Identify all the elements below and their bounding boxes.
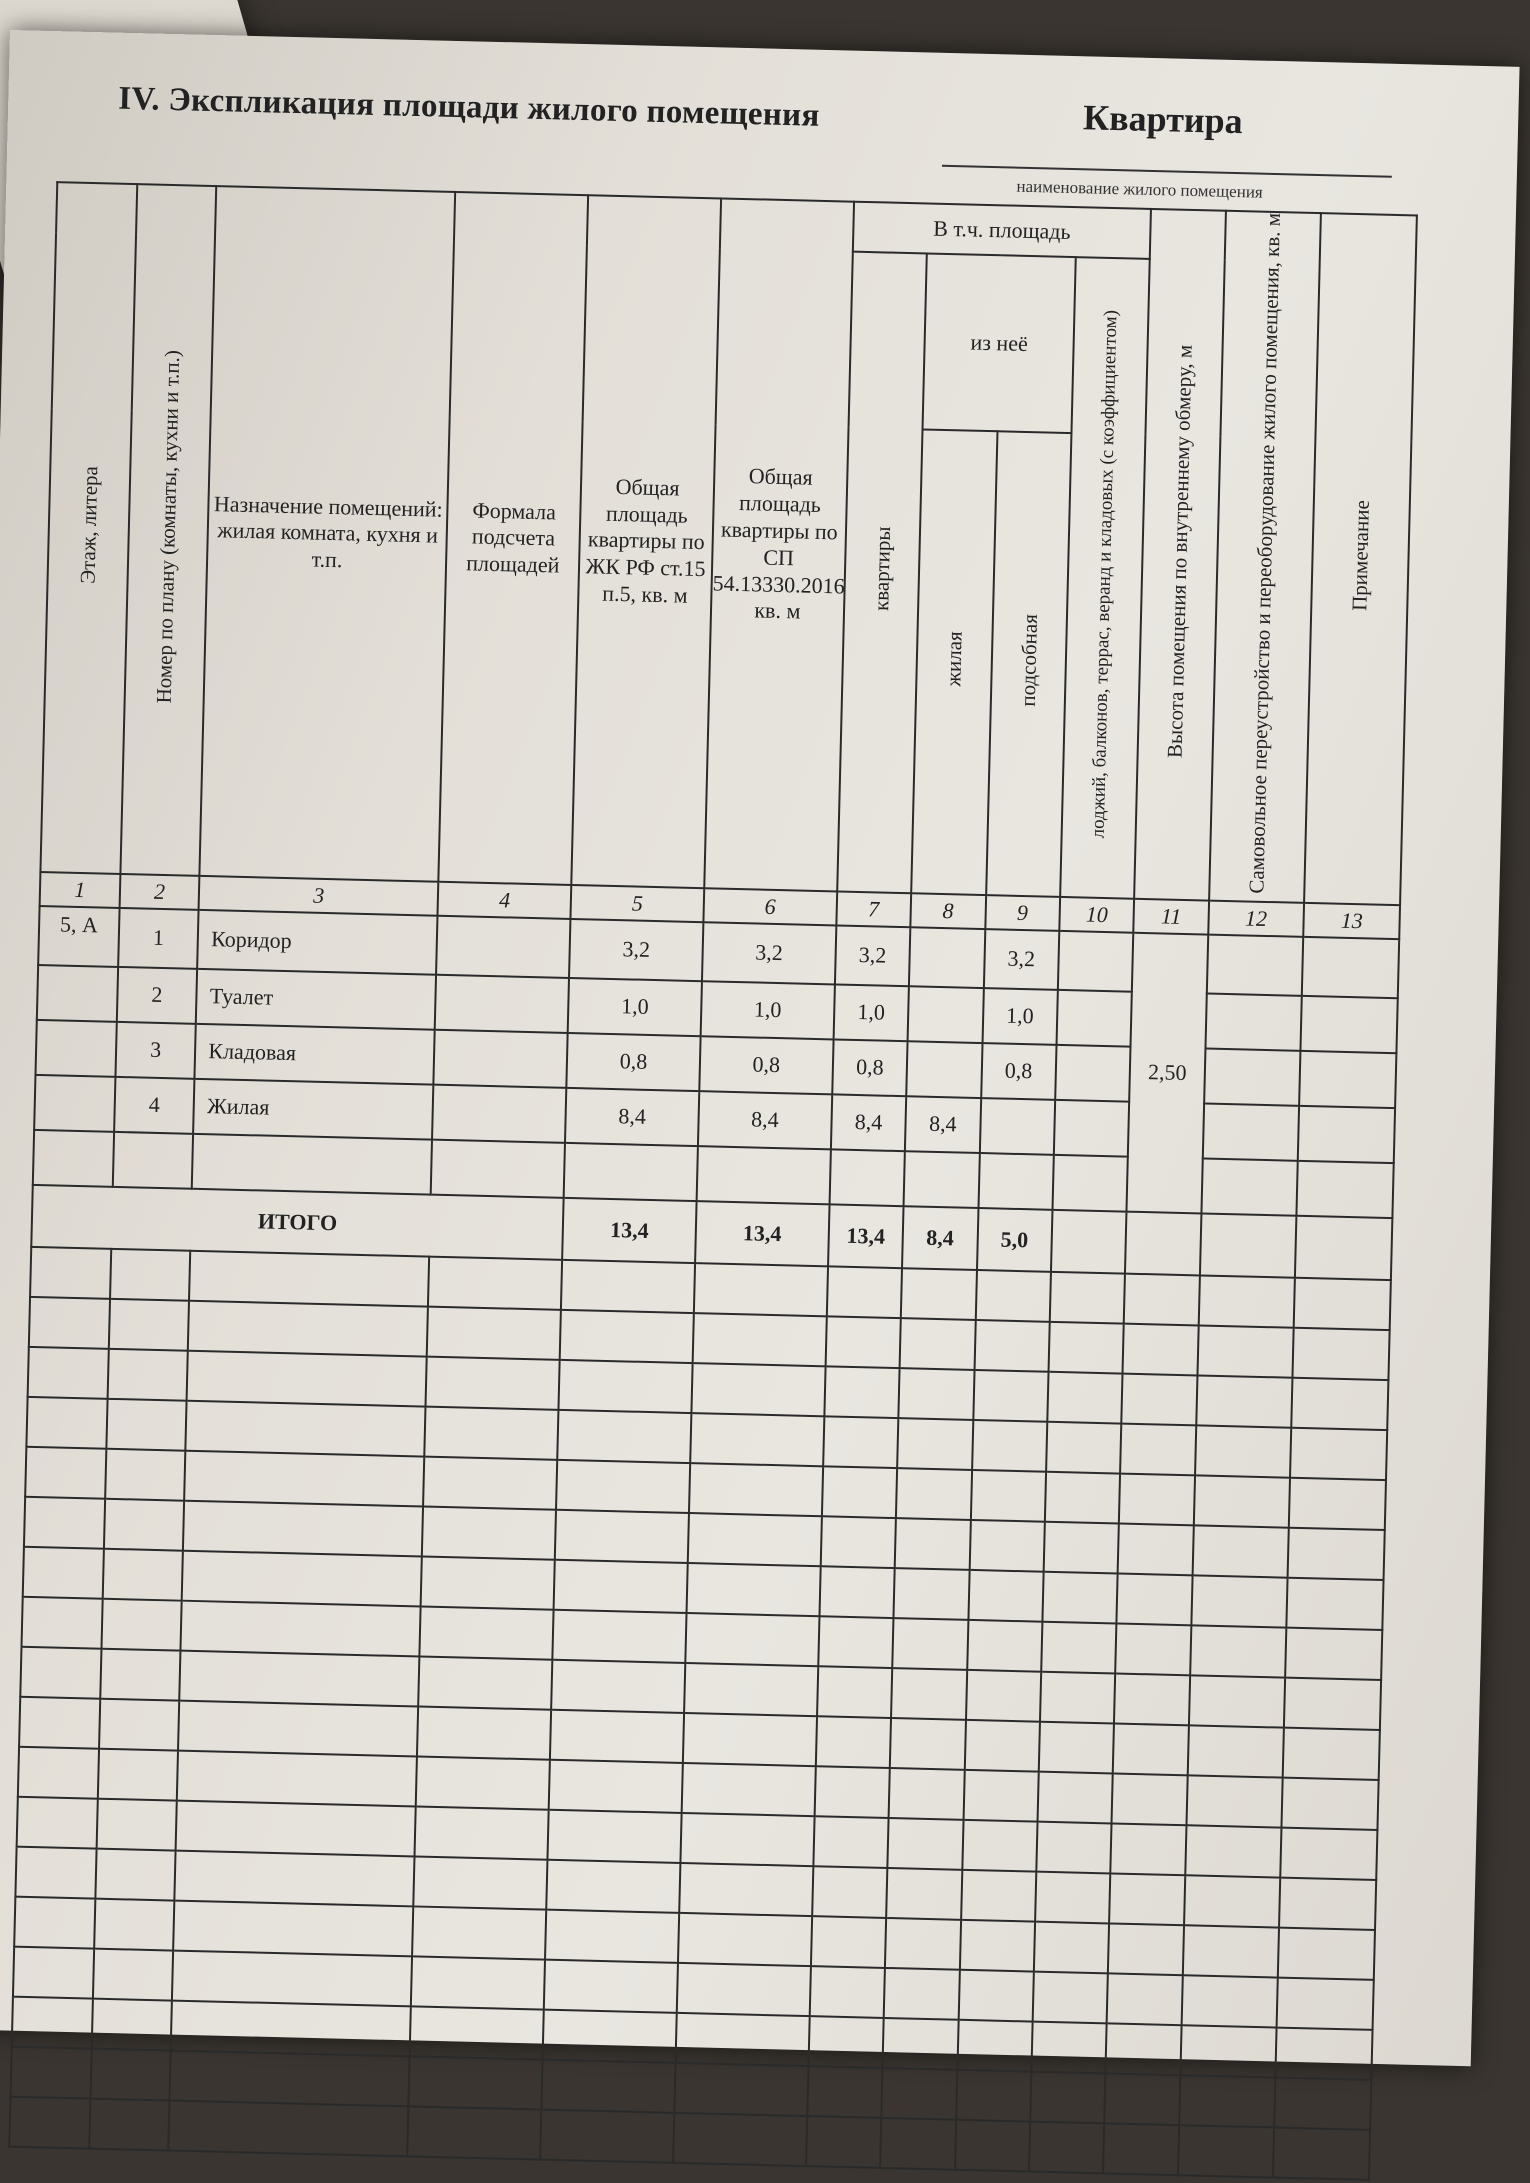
area-sp-cell: 8,4 xyxy=(698,1091,832,1149)
formula-cell xyxy=(434,1029,568,1087)
area-zk-cell: 0,8 xyxy=(567,1033,701,1091)
column-number: 9 xyxy=(985,895,1060,931)
total-area-zk: 13,4 xyxy=(562,1198,696,1263)
room-name-cell: Коридор xyxy=(197,910,437,975)
header-incl-area: В т.ч. площадь xyxy=(853,202,1152,259)
apartment-area-cell: 3,2 xyxy=(835,925,911,986)
note-cell xyxy=(1301,995,1398,1052)
apartment-area-cell: 1,0 xyxy=(833,984,909,1041)
header-height: Высота помещения по внутреннему обмеру, м xyxy=(1134,209,1225,900)
header-auxiliary: подсобная xyxy=(986,432,1072,897)
self-rebuild-cell xyxy=(1206,934,1303,995)
total-apartment-area: 13,4 xyxy=(828,1204,904,1268)
loggia-cell xyxy=(1058,931,1134,992)
dwelling-caption: наименование жилого помещения xyxy=(1016,176,1263,202)
plan-number-cell: 1 xyxy=(118,908,199,969)
header-floor: Этаж, литера xyxy=(40,182,136,873)
note-cell xyxy=(1298,1105,1395,1162)
floor-cell xyxy=(34,1075,115,1132)
header-plan-number: Номер по плану (комнаты, кухни и т.п.) xyxy=(120,184,216,875)
apartment-area-cell: 0,8 xyxy=(832,1039,908,1096)
column-number: 11 xyxy=(1134,898,1209,934)
area-sp-cell: 0,8 xyxy=(699,1036,833,1094)
plan-number-cell: 2 xyxy=(116,967,197,1024)
explication-table xyxy=(8,181,1418,2180)
header-apartment: квартиры xyxy=(837,252,927,893)
column-number: 1 xyxy=(40,872,120,908)
header-loggias: лоджий, балконов, террас, веранд и кладовых (с коэффициентом) xyxy=(1060,257,1150,898)
column-number: 6 xyxy=(703,888,837,925)
document-title: IV. Экспликация площади жилого помещения xyxy=(117,80,821,134)
column-number: 2 xyxy=(119,874,199,910)
living-area-cell: 8,4 xyxy=(905,1096,981,1153)
room-name-cell: Кладовая xyxy=(195,1023,435,1084)
self-rebuild-cell xyxy=(1202,1103,1299,1160)
auxiliary-area-cell xyxy=(979,1098,1055,1155)
formula-cell xyxy=(435,974,569,1032)
formula-cell xyxy=(436,915,570,977)
floor-cell: 5, А xyxy=(38,906,119,967)
formula-cell xyxy=(432,1084,566,1142)
column-number: 12 xyxy=(1208,900,1304,936)
header-living: жилая xyxy=(911,430,997,895)
column-number: 3 xyxy=(199,876,439,916)
document-sheet xyxy=(0,30,1520,2066)
header-area-zk: Общая площадь квартиры по ЖК РФ ст.15 п.5, кв. м xyxy=(571,195,721,888)
area-sp-cell: 3,2 xyxy=(702,922,836,984)
total-living-area: 8,4 xyxy=(902,1206,978,1270)
header-of-which: из неё xyxy=(923,253,1076,433)
self-rebuild-cell xyxy=(1204,1048,1301,1105)
total-auxiliary-area: 5,0 xyxy=(977,1208,1053,1272)
total-label: ИТОГО xyxy=(31,1185,564,1260)
living-area-cell xyxy=(906,1041,982,1098)
apartment-area-cell: 8,4 xyxy=(831,1094,907,1151)
note-cell xyxy=(1302,937,1399,998)
column-number: 7 xyxy=(836,891,911,927)
auxiliary-area-cell: 1,0 xyxy=(982,988,1058,1045)
column-number: 4 xyxy=(438,881,572,918)
header-formula: Формала подсчета площадей xyxy=(439,192,589,885)
area-zk-cell: 3,2 xyxy=(569,919,703,981)
self-rebuild-cell xyxy=(1205,993,1302,1050)
area-zk-cell: 8,4 xyxy=(565,1088,699,1146)
auxiliary-area-cell: 3,2 xyxy=(983,929,1059,990)
height-cell: 2,50 xyxy=(1127,932,1208,1213)
room-name-cell: Туалет xyxy=(196,969,436,1030)
area-zk-cell: 1,0 xyxy=(568,978,702,1036)
column-number: 10 xyxy=(1059,897,1134,933)
column-number: 8 xyxy=(910,893,985,929)
column-number: 13 xyxy=(1303,903,1400,939)
room-name-cell: Жилая xyxy=(193,1078,433,1139)
header-note: Примечание xyxy=(1304,213,1417,905)
living-area-cell xyxy=(908,986,984,1043)
living-area-cell xyxy=(909,927,985,988)
dwelling-name: Квартира xyxy=(1082,97,1244,142)
header-area-sp: Общая площадь квартиры по СП 54.13330.2016, кв. м xyxy=(704,198,854,891)
plan-number-cell: 4 xyxy=(114,1077,195,1134)
floor-cell xyxy=(37,965,118,1022)
loggia-cell xyxy=(1054,1099,1130,1156)
auxiliary-area-cell: 0,8 xyxy=(981,1043,1057,1100)
header-self-rebuild: Самовольное переустройство и переоборудование жилого помещения, кв. м xyxy=(1209,211,1321,903)
plan-number-cell: 3 xyxy=(115,1022,196,1079)
area-sp-cell: 1,0 xyxy=(701,981,835,1039)
header-purpose: Назначение помещений: жилая комната, кухня и т.п. xyxy=(200,186,456,881)
loggia-cell xyxy=(1056,990,1132,1047)
dwelling-underline xyxy=(942,165,1392,178)
total-area-sp: 13,4 xyxy=(695,1201,829,1266)
column-number: 5 xyxy=(571,885,705,922)
note-cell xyxy=(1299,1050,1396,1107)
loggia-cell xyxy=(1055,1045,1131,1102)
floor-cell xyxy=(35,1020,116,1077)
